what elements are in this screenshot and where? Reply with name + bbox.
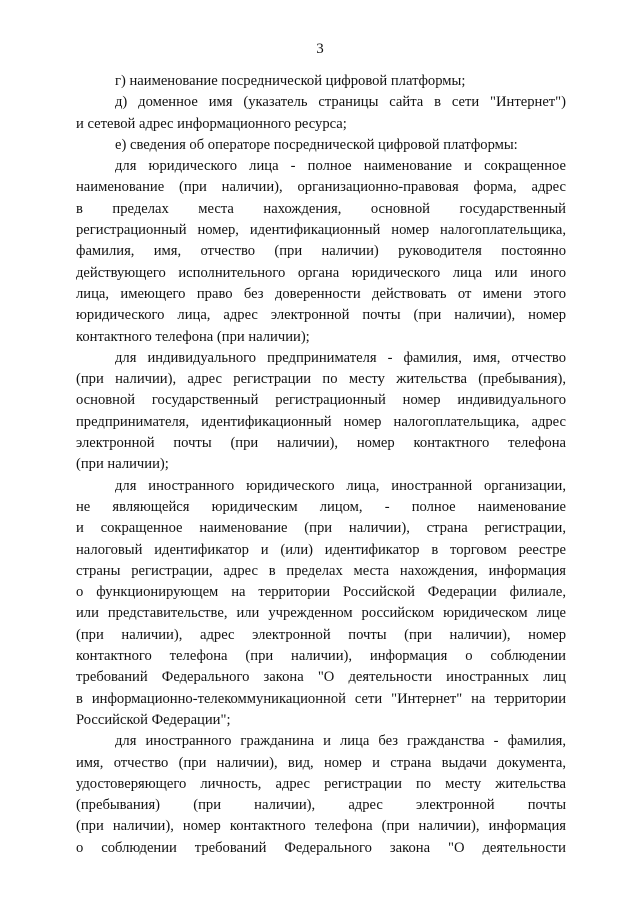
text-line: о функционирующем на территории Российской Федерации филиале, (76, 584, 566, 601)
text-line: для юридического лица - полное наименование и сокращенное (115, 158, 566, 175)
paragraph (76, 135, 566, 156)
paragraph (76, 92, 566, 135)
page-number: 3 (316, 41, 324, 57)
text-line: электронной почты (при наличии), номер контактного телефона (76, 435, 566, 452)
text-line: наименование (при наличии), организационно-правовая форма, адрес (76, 179, 566, 196)
text-line: (пребывания) (при наличии), адрес электронной почты (76, 797, 566, 814)
text-line: требований Федерального закона "О деятельности иностранных лиц (76, 669, 566, 686)
text-line: (при наличии), адрес регистрации по месту жительства (пребывания), (76, 371, 566, 388)
text-line: регистрационный номер, идентификационный номер налогоплательщика, (76, 222, 566, 239)
text-line: г) наименование посреднической цифровой платформы; (115, 73, 466, 89)
text-line: страны регистрации, адрес в пределах места нахождения, информация (76, 562, 566, 579)
paragraph (76, 71, 566, 92)
text-line: фамилия, имя, отчество (при наличии) руководителя постоянно (76, 243, 566, 260)
text-line: (при наличии); (76, 456, 169, 473)
text-line: е) сведения об операторе посреднической цифровой платформы: (115, 136, 518, 153)
paragraph (76, 731, 566, 859)
text-line: (при наличии), номер контактного телефона (при наличии), информация (76, 818, 566, 835)
text-line: и сетевой адрес информационного ресурса; (76, 115, 347, 132)
paragraph (76, 156, 566, 348)
text-line: предпринимателя, идентификационный номер налогоплательщика, адрес (76, 413, 566, 430)
text-line: о соблюдении требований Федерального закона "О деятельности (76, 839, 566, 856)
text-line: (при наличии), адрес электронной почты (при наличии), номер (76, 626, 566, 643)
text-line: в пределах места нахождения, основной государственный (76, 200, 566, 217)
text-line: для индивидуального предпринимателя - фамилия, имя, отчество (115, 349, 566, 366)
text-line: основной государственный регистрационный номер индивидуального (76, 392, 566, 409)
text-line: в информационно-телекоммуникационной сети "Интернет" на территории (76, 690, 566, 707)
document-body (76, 71, 566, 859)
text-line: налоговый идентификатор и (или) идентификатор в торговом реестре (76, 541, 566, 558)
text-line: и сокращенное наименование (при наличии), страна регистрации, (76, 520, 566, 537)
text-line: юридического лица, адрес электронной почты (при наличии), номер (76, 307, 566, 324)
text-line: не являющейся юридическим лицом, - полное наименование (76, 498, 566, 515)
text-line: лица, имеющего право без доверенности действовать от имени этого (76, 285, 566, 302)
paragraph (76, 476, 566, 732)
paragraph (76, 348, 566, 476)
text-line: удостоверяющего личность, адрес регистрации по месту жительства (76, 775, 566, 792)
text-line: контактного телефона (при наличии), информация о соблюдении (76, 648, 566, 665)
text-line: или представительстве, или учрежденном российском юридическом лице (76, 605, 566, 622)
text-line: имя, отчество (при наличии), вид, номер и страна выдачи документа, (76, 754, 566, 771)
text-line: контактного телефона (при наличии); (76, 328, 310, 345)
text-line: действующего исполнительного органа юридического лица или иного (76, 264, 566, 281)
text-line: д) доменное имя (указатель страницы сайта в сети "Интернет") (115, 94, 566, 111)
text-line: для иностранного юридического лица, иностранной организации, (115, 477, 566, 494)
text-line: для иностранного гражданина и лица без гражданства - фамилия, (115, 733, 566, 750)
text-line: Российской Федерации"; (76, 711, 231, 728)
